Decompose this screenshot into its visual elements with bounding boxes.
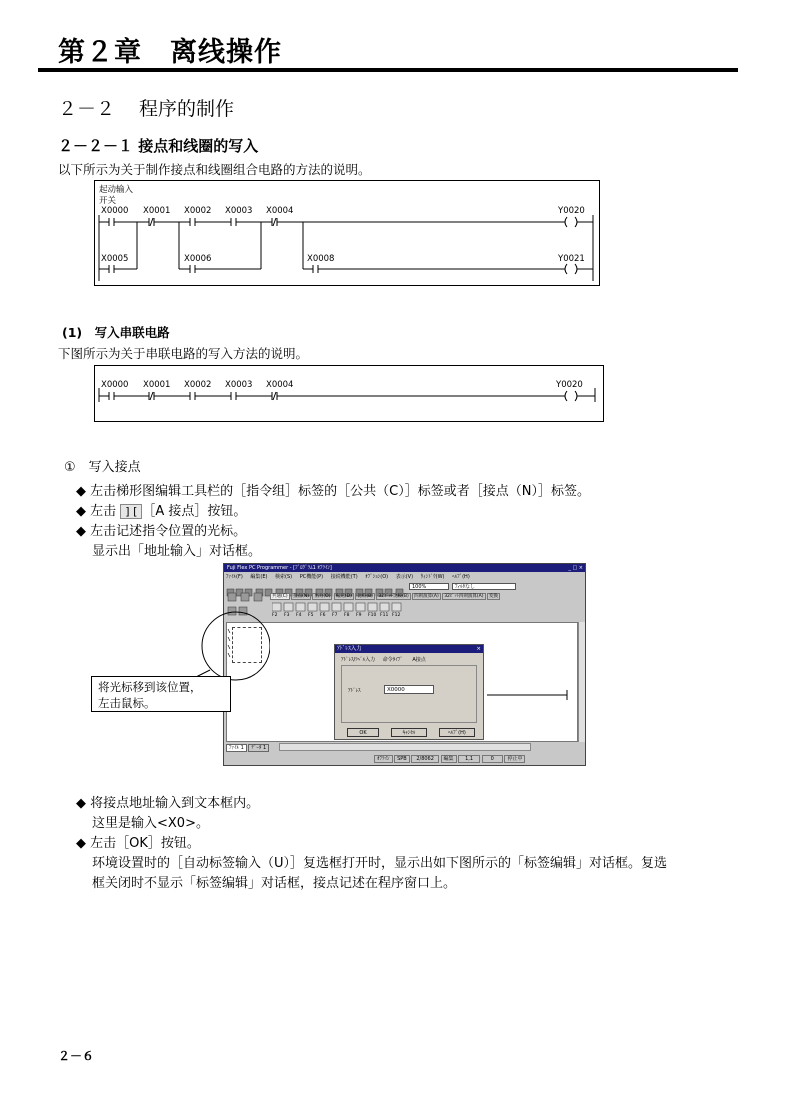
menu-item[interactable]: ｵﾌﾟｼｮﾝ(O) (365, 574, 389, 580)
bullet-text: 将接点地址输入到文本框内。 (90, 796, 260, 811)
bullet-item: ◆ 左击［OK］按钮。 (76, 836, 200, 851)
ladder1-header-line2: 开关 (99, 196, 117, 206)
ladder-diagram-2 (94, 365, 604, 422)
fkey-label: F7 (332, 613, 338, 618)
contact-label: X0003 (225, 206, 253, 216)
fkey-label: F4 (296, 613, 302, 618)
horizontal-scrollbar[interactable] (279, 743, 531, 751)
menu-item[interactable]: 検索(S) (275, 574, 293, 580)
tab-file[interactable]: ﾌｧｲﾙ 1 (226, 744, 247, 752)
coil-label: Y0021 (558, 254, 585, 264)
dialog-tab-label: A接点 (412, 657, 426, 663)
bullet-note: 这里是输入<X0>。 (92, 816, 209, 831)
fkey-label: F10 (368, 613, 377, 618)
ladder1-wiring (95, 181, 599, 285)
dialog-panel (341, 665, 477, 723)
toolbar (226, 582, 406, 591)
section-number: ２－２ (58, 98, 116, 120)
chapter-name: 离线操作 (170, 37, 282, 68)
section-name: 程序的制作 (139, 98, 235, 120)
contact-label: X0002 (184, 380, 212, 390)
fkey-label: F6 (320, 613, 326, 618)
status-field: ｵﾌﾗｲﾝ (374, 755, 393, 763)
step1-heading: ① 写入接点 (64, 460, 141, 475)
bottom-tabs (226, 743, 583, 752)
callout-box (91, 676, 231, 712)
fkey-label: F2 (272, 613, 278, 618)
dialog-tab-label: 命令ﾀｲﾌﾟ (382, 657, 403, 663)
tab-transfer[interactable]: 転送(D) (335, 594, 352, 599)
app-title-bar (224, 564, 585, 572)
menu-item[interactable]: 編集(E) (250, 574, 268, 580)
bullet-text: ［A 接点］按钮。 (142, 504, 247, 519)
status-field: 編集 (441, 755, 457, 763)
header-rule (38, 68, 738, 72)
fkey-labels (272, 613, 412, 618)
menu-item[interactable]: ﾌｧｲﾙ(F) (226, 574, 243, 580)
dialog-tab-label[interactable]: ｱﾄﾞﾚｽ/ﾗﾍﾞﾙ入力 (341, 657, 376, 663)
tab-arith[interactable]: 四則演算(A) (414, 594, 439, 599)
status-field: SPB (394, 755, 410, 763)
contact-label: X0005 (101, 254, 129, 264)
callout-line: 左击鼠标。 (98, 696, 156, 710)
chapter-number: 第２章 (58, 37, 142, 68)
callout-line: 将光标移到该位置， (98, 680, 202, 694)
page-number: ２－６ (58, 1049, 95, 1063)
status-field: 停止中 (504, 755, 525, 763)
part1-intro: 下图所示为关于串联电路的写入方法的说明。 (58, 346, 309, 361)
help-button[interactable]: ﾍﾙﾌﾟ(H) (439, 728, 475, 737)
fkey-label: F9 (356, 613, 362, 618)
dialog-title-bar (335, 645, 483, 653)
filter-select[interactable]: ﾌｨﾙﾀなし (452, 583, 516, 590)
contact-label: X0000 (101, 206, 129, 216)
menu-bar (226, 573, 583, 581)
tab-convert[interactable]: 変換 (488, 594, 498, 599)
menu-item[interactable]: 接続機能(T) (330, 574, 358, 580)
fkey-label: F11 (380, 613, 389, 618)
fkey-label: F3 (284, 613, 290, 618)
bullet-item: ◆ 左击梯形图编辑工具栏的［指令组］标签的［公共（C）］标签或者［接点（N）］标签。 (76, 484, 590, 499)
close-icon[interactable]: × (476, 646, 481, 652)
instruction-buttons[interactable] (272, 602, 462, 612)
ladder2-wiring (95, 366, 603, 421)
status-field: 0 (482, 755, 503, 763)
bullet-text: 左击记述指令位置的光标。 (90, 524, 247, 539)
subsection-title: ２－２－１ 接点和线圈的写入 (58, 137, 259, 155)
tab-contact[interactable]: 接点(N) (293, 594, 309, 599)
tab-arith-32[interactable]: 32ﾋﾞｯﾄ四則演算(A) (444, 594, 484, 599)
tab-data[interactable]: ﾃﾞｰﾀ 1 (248, 744, 269, 752)
app-screenshot (223, 563, 586, 766)
ladder1-header-line1: 起动输入 (99, 185, 134, 195)
status-bar (374, 755, 584, 764)
fkey-label: F12 (392, 613, 401, 618)
dialog-tab-row (341, 656, 426, 663)
menu-item[interactable]: PC機能(P) (299, 574, 324, 580)
contact-label: X0008 (307, 254, 335, 264)
bullet-text: 左击 (90, 504, 117, 519)
tab-output[interactable]: 出力(O) (314, 594, 331, 599)
paragraph-line: 框关闭时不显示「标签编辑」对话框，接点记述在程序窗口上。 (92, 876, 457, 891)
contact-label: X0002 (184, 206, 212, 216)
status-field: 1,1 (458, 755, 480, 763)
address-input[interactable]: X0000 (384, 685, 434, 694)
fkey-label: F8 (344, 613, 350, 618)
coil-label: Y0020 (558, 206, 585, 216)
ok-button[interactable]: OK (347, 728, 379, 737)
menu-item[interactable]: ｳｨﾝﾄﾞｳ(W) (420, 574, 445, 580)
menu-item[interactable]: 表示(V) (395, 574, 414, 580)
contact-label: X0003 (225, 380, 253, 390)
section-title (58, 94, 234, 121)
dialog-title: ｱﾄﾞﾚｽ入力 (337, 646, 362, 652)
status-field: 2/8062 (411, 755, 439, 763)
a-contact-button-icon: ] [ (120, 504, 142, 519)
cancel-button[interactable]: ｷｬﾝｾﾙ (391, 728, 427, 737)
contact-label: X0001 (143, 380, 171, 390)
menu-item[interactable]: ﾍﾙﾌﾟ(H) (452, 574, 470, 580)
rung-line (487, 673, 575, 703)
intro-text: 以下所示为关于制作接点和线圈组合电路的方法的说明。 (58, 162, 371, 177)
vertical-scrollbar[interactable] (578, 622, 585, 742)
contact-label: X0006 (184, 254, 212, 264)
bullet-text: 左击［OK］按钮。 (90, 836, 200, 851)
ladder-diagram-1 (94, 180, 600, 286)
contact-label: X0004 (266, 206, 294, 216)
address-dialog (334, 644, 484, 740)
zoom-select[interactable]: 100% (409, 583, 449, 590)
tab-compare[interactable]: 比較(B) (357, 594, 373, 599)
window-controls-icon[interactable]: _ □ × (568, 565, 583, 571)
fkey-label: F5 (308, 613, 314, 618)
bullet-item: ◆ 左击记述指令位置的光标。 (76, 524, 247, 539)
bullet-item: ◆ 左击 ] [ ［A 接点］按钮。 (76, 504, 247, 519)
contact-label: X0000 (101, 380, 129, 390)
part1-heading: (1) 写入串联电路 (62, 325, 170, 340)
chapter-title (58, 30, 282, 69)
tab-compare-32[interactable]: 32ﾋﾞｯﾄ比較(B) (378, 594, 409, 599)
bullet-item: ◆ 将接点地址输入到文本框内。 (76, 796, 260, 811)
coil-label: Y0020 (556, 380, 583, 390)
step1-note: 显示出「地址输入」对话框。 (92, 544, 262, 559)
instruction-tabs (270, 593, 583, 601)
app-title: Fuji Flex PC Programmer - [ﾌﾟﾛｸﾞﾗﾑ1 ｵﾌﾗｲﾝ] (227, 565, 332, 571)
address-label: ｱﾄﾞﾚｽ (348, 688, 361, 694)
bullet-text: 左击梯形图编辑工具栏的［指令组］标签的［公共（C）］标签或者［接点（N）］标签。 (90, 484, 590, 499)
tab-common[interactable]: 共通(C) (272, 594, 288, 599)
contact-label: X0001 (143, 206, 171, 216)
contact-label: X0004 (266, 380, 294, 390)
paragraph-line: 环境设置时的［自动标签输入（U）］复选框打开时，显示出如下图所示的「标签编辑」对话框。复选 (92, 856, 668, 871)
